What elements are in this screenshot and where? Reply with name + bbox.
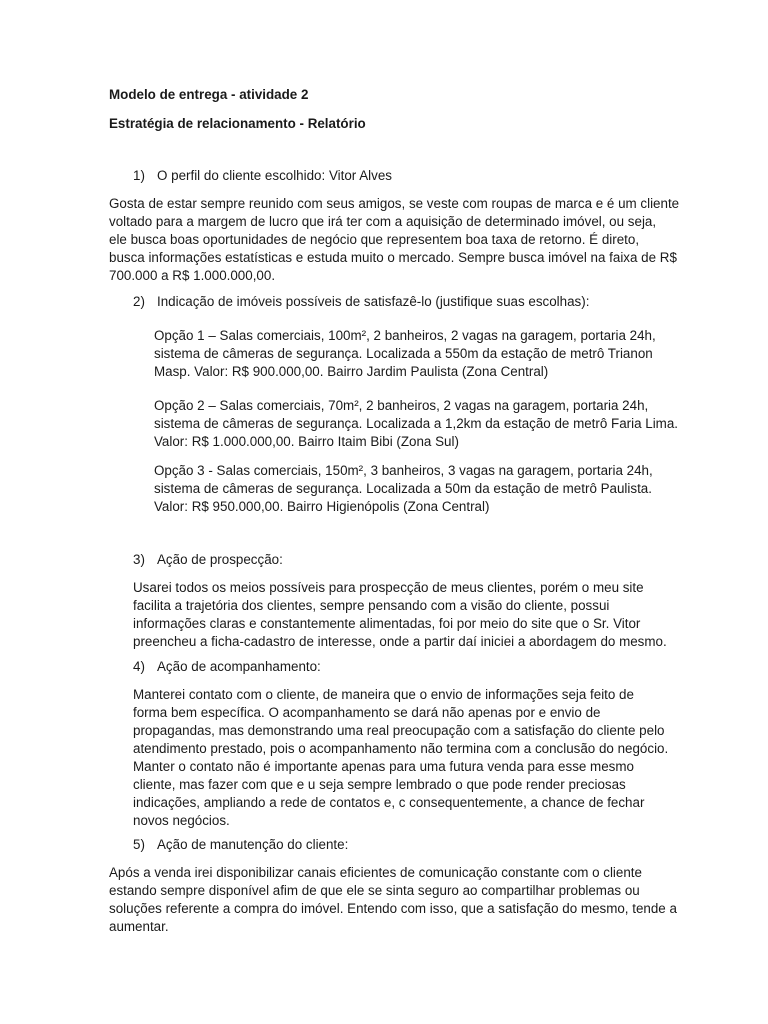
option-line: sistema de câmeras de segurança. Localizada a 1,2km da estação de metrô Faria Lima. [154,416,678,431]
section-number-1: 1) [133,168,145,183]
option-line: Opção 1 – Salas comerciais, 100m², 2 banheiros, 2 vagas na garagem, portaria 24h, [154,328,656,343]
section-paragraph-5 [109,864,677,936]
paragraph-line: Gosta de estar sempre reunido com seus amigos, se veste com roupas de marca e é um cliente [109,196,680,211]
property-option-1 [154,327,656,381]
paragraph-line: preencheu a ficha-cadastro de interesse, onde a partir daí iniciei a abordagem do mesmo. [133,634,667,649]
paragraph-line: soluções referente a compra do imóvel. Entendo com isso, que a satisfação do mesmo, tende a [109,901,677,916]
paragraph-line: facilita a trajetória dos clientes, sempre pensando com a visão do cliente, possui [133,598,610,613]
section-paragraph-3 [133,579,667,651]
option-line: Valor: R$ 1.000.000,00. Bairro Itaim Bibi (Zona Sul) [154,434,459,449]
section-heading-5 [133,836,348,854]
section-heading-text-5: Ação de manutenção do cliente: [157,837,349,852]
paragraph-line: Manter o contato não é importante apenas para uma futura venda para esse mesmo [133,759,634,774]
paragraph-line: voltado para a margem de lucro que irá ter com a aquisição de determinado imóvel, ou seja, [109,214,657,229]
property-option-3 [154,462,653,516]
paragraph-line: cliente, mas fazer com que e u seja sempre lembrado o que pode render preciosas [133,777,626,792]
paragraph-line: informações claras e constantemente alimentadas, foi por meio do site que o Sr. Vitor [133,616,641,631]
section-paragraph-1 [109,195,679,285]
paragraph-line: novos negócios. [133,813,230,828]
section-heading-text-3: Ação de prospecção: [157,552,283,567]
section-number-3: 3) [133,552,145,567]
paragraph-line: indicações, ampliando a rede de contatos e, c consequentemente, a chance de fechar [133,795,645,810]
property-option-2 [154,397,678,451]
option-line: Opção 2 – Salas comerciais, 70m², 2 banheiros, 2 vagas na garagem, portaria 24h, [154,398,649,413]
section-number-2: 2) [133,294,145,309]
section-paragraph-4 [133,686,668,830]
section-heading-text-2: Indicação de imóveis possíveis de satisfazê-lo (justifique suas escolhas): [157,294,590,309]
section-heading-4 [133,658,321,676]
paragraph-line: forma bem específica. O acompanhamento se dará não apenas por e envio de [133,705,601,720]
paragraph-line: busca informações estatísticas e estuda muito o mercado. Sempre busca imóvel na faixa de R$ [109,250,677,265]
section-heading-text-4: Ação de acompanhamento: [157,659,321,674]
paragraph-line: propagandas, mas demonstrando uma real preocupação com a satisfação do cliente pelo [133,723,665,738]
paragraph-line: 700.000 a R$ 1.000.000,00. [109,268,276,283]
paragraph-line: aumentar. [109,919,169,934]
section-heading-text-1: O perfil do cliente escolhido: Vitor Alves [157,168,392,183]
section-number-5: 5) [133,837,145,852]
section-number-4: 4) [133,659,145,674]
paragraph-line: Após a venda irei disponibilizar canais eficientes de comunicação constante com o cliente [109,865,642,880]
section-heading-2 [133,293,589,311]
section-heading-3 [133,551,283,569]
document-title: Modelo de entrega - atividade 2 [109,87,309,102]
paragraph-line: atendimento prestado, pois o acompanhamento não termina com a conclusão do negócio. [133,741,669,756]
option-line: sistema de câmeras de segurança. Localizada a 550m da estação de metrô Trianon [154,346,653,361]
document-subtitle: Estratégia de relacionamento - Relatório [109,116,366,131]
section-heading-1 [133,167,392,185]
option-line: sistema de câmeras de segurança. Localizada a 50m da estação de metrô Paulista. [154,481,652,496]
paragraph-line: Manterei contato com o cliente, de maneira que o envio de informações seja feito de [133,687,634,702]
paragraph-line: Usarei todos os meios possíveis para prospecção de meus clientes, porém o meu site [133,580,644,595]
option-line: Opção 3 - Salas comerciais, 150m², 3 banheiros, 3 vagas na garagem, portaria 24h, [154,463,653,478]
paragraph-line: ele busca boas oportunidades de negócio que representem boa taxa de retorno. É direto, [109,232,640,247]
option-line: Valor: R$ 950.000,00. Bairro Higienópolis (Zona Central) [154,499,490,514]
paragraph-line: estando sempre disponível afim de que ele se sinta seguro ao compartilhar problemas ou [109,883,640,898]
option-line: Masp. Valor: R$ 900.000,00. Bairro Jardim Paulista (Zona Central) [154,364,549,379]
